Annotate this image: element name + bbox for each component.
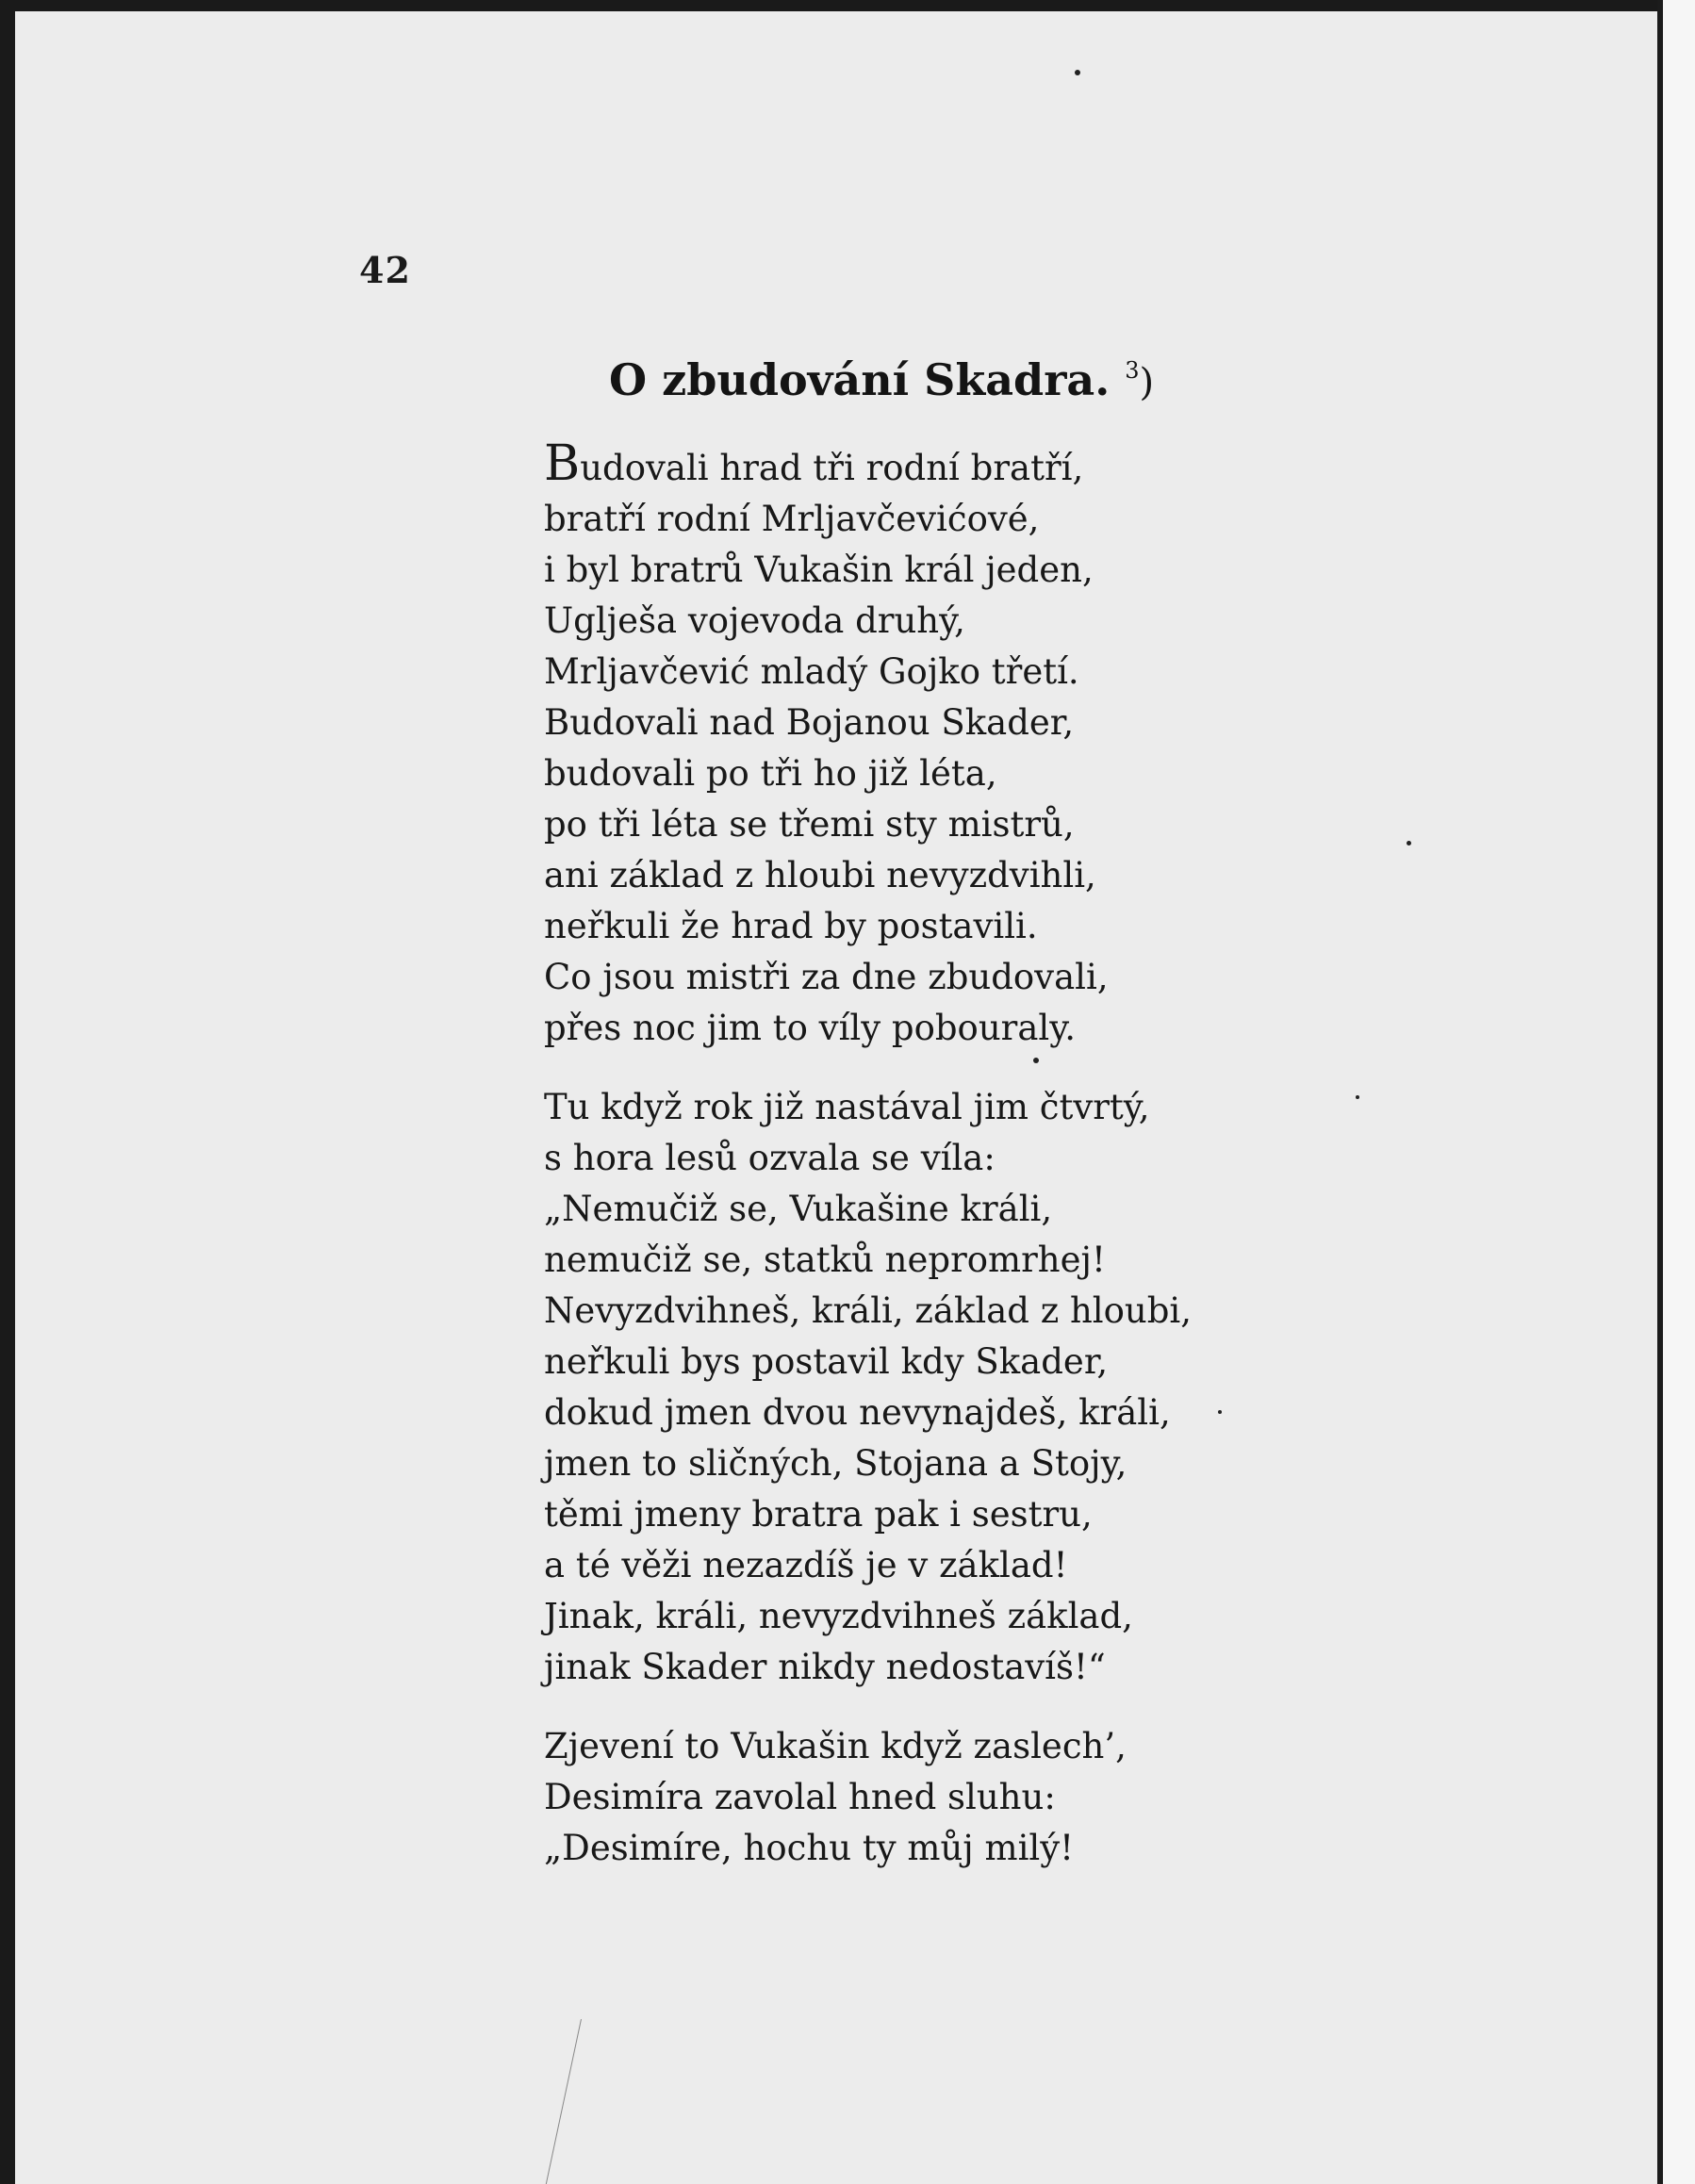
- poem-title-text: O zbudování Skadra.: [609, 354, 1111, 405]
- poem-line: Mrljavčević mladý Gojko třetí.: [544, 651, 1079, 692]
- poem-line: a té věži nezazdíš je v základ!: [544, 1545, 1068, 1585]
- poem-line: dokud jmen dvou nevynajdeš, králi,: [544, 1392, 1171, 1433]
- scan-speck: [1407, 841, 1411, 846]
- poem-line-text: udovali hrad tři rodní bratří,: [580, 448, 1084, 488]
- poem-line: Nevyzdvihneš, králi, základ z hloubi,: [544, 1290, 1193, 1331]
- scan-speck: [1218, 1410, 1222, 1414]
- poem-line: neřkuli bys postavil kdy Skader,: [544, 1341, 1109, 1382]
- poem-line: Uglješa vojevoda druhý,: [544, 600, 965, 641]
- poem-line: Desimíra zavolal hned sluhu:: [544, 1777, 1056, 1817]
- poem-line: nemučiž se, statků nepromrhej!: [544, 1240, 1106, 1280]
- poem-line: po tři léta se třemi sty mistrů,: [544, 804, 1075, 845]
- footnote-reference: $^3$): [1125, 357, 1155, 404]
- poem-line: těmi jmeny bratra pak i sestru,: [544, 1494, 1093, 1535]
- poem-line: Zjevení to Vukašin když zaslech’,: [544, 1726, 1127, 1766]
- footnote-number: 3: [1125, 357, 1140, 384]
- page-edge: [1657, 0, 1695, 2184]
- poem-line: Co jsou mistři za dne zbudovali,: [544, 957, 1109, 997]
- poem-line: „Desimíre, hochu ty můj milý!: [544, 1828, 1075, 1868]
- poem-line: Jinak, králi, nevyzdvihneš základ,: [544, 1596, 1133, 1636]
- poem-line: jmen to sličných, Stojana a Stojy,: [544, 1443, 1127, 1484]
- poem-line: Budovali nad Bojanou Skader,: [544, 702, 1075, 743]
- page-number: 42: [359, 249, 411, 291]
- poem-line: přes noc jim to víly pobouraly.: [544, 1008, 1076, 1048]
- poem-line: „Nemučiž se, Vukašine králi,: [544, 1189, 1053, 1229]
- poem-line: [544, 435, 1260, 494]
- stanza-1: [544, 435, 1260, 1054]
- poem-line: ani základ z hloubi nevyzdvihli,: [544, 855, 1096, 895]
- stanza-2: [544, 1082, 1260, 1693]
- poem-line: i byl bratrů Vukašin král jeden,: [544, 550, 1094, 590]
- drop-cap: B: [544, 435, 581, 492]
- stanza-3: [544, 1721, 1260, 1874]
- poem-line: neřkuli že hrad by postavili.: [544, 906, 1038, 946]
- poem-line: s hora lesů ozvala se víla:: [544, 1138, 996, 1178]
- scan-speck: [1075, 70, 1080, 75]
- book-page: [15, 11, 1663, 2184]
- poem-body: [544, 435, 1260, 1874]
- poem-line: budovali po tři ho již léta,: [544, 753, 997, 794]
- poem-line: bratří rodní Mrljavčevićové,: [544, 499, 1040, 539]
- scan-speck: [1356, 1095, 1359, 1099]
- scan-stroke: [546, 2019, 582, 2184]
- poem-line: jinak Skader nikdy nedostavíš!“: [544, 1647, 1106, 1687]
- poem-line: Tu když rok již nastával jim čtvrtý,: [544, 1087, 1150, 1127]
- poem-title: [609, 354, 1154, 405]
- scan-speck: [1033, 1058, 1039, 1063]
